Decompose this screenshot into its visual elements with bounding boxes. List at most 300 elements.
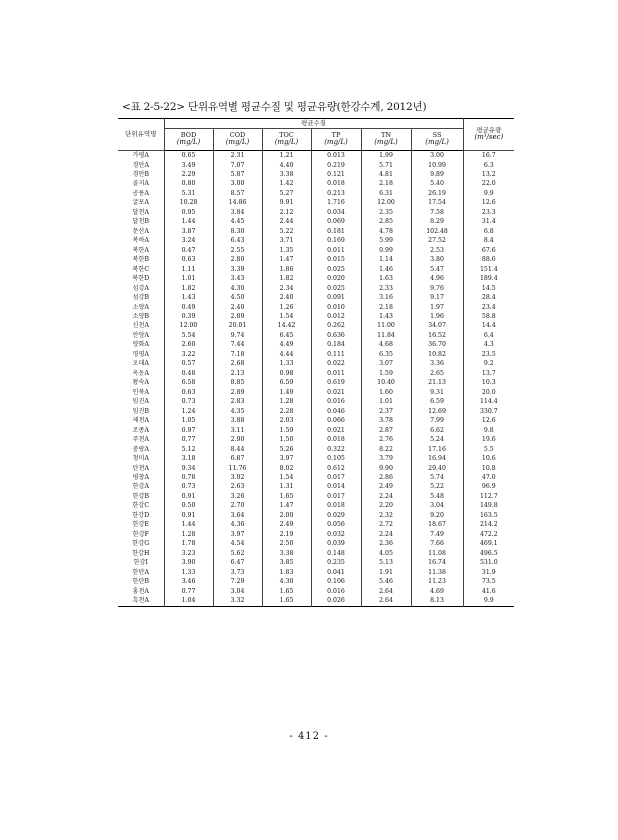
value-cell: 2.28 [262,407,311,416]
value-cell: 0.034 [311,208,361,217]
value-cell: 3.64 [213,511,262,520]
value-cell: 2.50 [262,539,311,548]
value-cell: 496.5 [463,549,514,558]
value-cell: 73.5 [463,577,514,586]
value-cell: 4.05 [361,549,411,558]
value-cell: 6.3 [463,160,514,169]
column-header [411,129,463,151]
table-row [118,473,514,482]
value-cell: 19.6 [463,435,514,444]
table-row [118,511,514,520]
value-cell: 0.018 [311,179,361,188]
value-cell: 1.26 [262,303,311,312]
value-cell: 0.80 [164,179,213,188]
value-cell: 2.68 [213,359,262,368]
table-row [118,284,514,293]
value-cell: 0.322 [311,445,361,454]
table-row [118,596,514,606]
basin-name-cell: 한탄B [132,578,149,586]
basin-name-cell: 골지A [132,180,149,188]
value-cell: 469.1 [463,539,514,548]
value-cell: 1.59 [262,426,311,435]
value-cell: 3.18 [164,454,213,463]
value-cell: 6.31 [361,189,411,198]
value-cell: 1.42 [262,179,311,188]
table-row [118,208,514,217]
value-cell: 1.54 [262,473,311,482]
value-cell: 0.022 [311,359,361,368]
value-cell: 0.77 [164,435,213,444]
table-row [118,359,514,368]
value-cell: 0.73 [164,397,213,406]
value-cell: 2.85 [361,217,411,226]
table-row [118,179,514,188]
value-cell: 4.44 [262,350,311,359]
value-cell: 8.29 [411,217,463,226]
table-row [118,435,514,444]
value-cell: 1.60 [361,388,411,397]
value-cell: 3.88 [213,416,262,425]
value-cell: 2.90 [213,435,262,444]
quality-group-header: 평균수질 [164,119,463,129]
value-cell: 5.48 [411,492,463,501]
value-cell: 9.34 [164,463,213,472]
column-header [164,129,213,151]
value-cell: 4.81 [361,170,411,179]
value-cell: 1.05 [164,416,213,425]
value-cell: 2.64 [361,596,411,606]
value-cell: 6.47 [213,558,262,567]
value-cell: 0.262 [311,321,361,330]
value-cell: 0.017 [311,492,361,501]
basin-name-cell: 한강D [132,511,150,519]
value-cell: 3.79 [361,454,411,463]
value-cell: 0.181 [311,227,361,236]
value-cell: 6.4 [463,331,514,340]
table-row [118,246,514,255]
column-header [213,129,262,151]
value-cell: 3.00 [411,151,463,161]
value-cell: 5.27 [262,189,311,198]
value-cell: 20.01 [213,321,262,330]
value-cell: 0.021 [311,426,361,435]
column-header-unit: (mg/L) [374,138,398,147]
value-cell: 0.121 [311,170,361,179]
value-cell: 6.62 [411,426,463,435]
value-cell: 3.43 [213,274,262,283]
table-row [118,463,514,472]
basin-name-cell: 복하A [132,237,149,245]
value-cell: 0.066 [311,416,361,425]
value-cell: 3.22 [164,350,213,359]
value-cell: 472.2 [463,530,514,539]
value-cell: 6.59 [411,397,463,406]
basin-name-cell: 북한B [132,256,149,264]
value-cell: 0.069 [311,217,361,226]
value-cell: 7.44 [213,340,262,349]
value-cell: 5.26 [262,445,311,454]
value-cell: 8.02 [262,463,311,472]
value-cell: 41.6 [463,587,514,596]
basin-name-cell: 달천B [132,218,149,226]
value-cell: 1.82 [164,284,213,293]
table-row [118,520,514,529]
column-header-unit: (mg/L) [225,138,250,147]
value-cell: 5.22 [262,227,311,236]
value-cell: 9.9 [463,596,514,606]
value-cell: 3.80 [411,255,463,264]
value-cell: 0.010 [311,303,361,312]
value-cell: 1.28 [262,397,311,406]
basin-name-cell: 경안A [132,161,149,169]
value-cell: 96.9 [463,482,514,491]
basin-name-cell: 한강F [132,530,149,538]
value-cell: 1.96 [411,312,463,321]
value-cell: 2.76 [361,435,411,444]
row-header: 단위유역명 [118,119,164,151]
value-cell: 7.58 [411,208,463,217]
value-cell: 0.49 [164,303,213,312]
value-cell: 3.78 [361,416,411,425]
table-row [118,416,514,425]
value-cell: 8.57 [213,189,262,198]
table-row [118,397,514,406]
value-cell: 3.23 [164,549,213,558]
table-row [118,274,514,283]
basin-name-cell: 달천A [132,208,149,216]
basin-name-cell: 안양A [132,331,149,339]
value-cell: 3.71 [262,236,311,245]
value-cell: 14.86 [213,198,262,207]
table-row [118,340,514,349]
value-cell: 3.39 [213,265,262,274]
value-cell: 0.47 [164,246,213,255]
value-cell: 0.91 [164,511,213,520]
value-cell: 14.4 [463,321,514,330]
value-cell: 3.04 [411,501,463,510]
value-cell: 23.3 [463,208,514,217]
table-row [118,492,514,501]
value-cell: 5.24 [411,435,463,444]
value-cell: 7.99 [411,416,463,425]
value-cell: 31.9 [463,568,514,577]
table-row [118,331,514,340]
value-cell: 1.59 [361,369,411,378]
value-cell: 189.4 [463,274,514,283]
value-cell: 3.26 [213,492,262,501]
flow-header-label: 평균유량 [476,126,502,135]
table-caption: <표 2-5-22> 단위유역별 평균수질 및 평균유량(한강수계, 2012년) [122,101,427,113]
value-cell: 3.87 [164,227,213,236]
value-cell: 2.64 [361,587,411,596]
table-row [118,312,514,321]
value-cell: 6.35 [361,350,411,359]
value-cell: 1.49 [262,388,311,397]
value-cell: 9.89 [411,170,463,179]
value-cell: 0.219 [311,160,361,169]
column-header-name: BOD [180,131,197,140]
value-cell: 9.20 [411,511,463,520]
value-cell: 1.33 [262,359,311,368]
value-cell: 5.46 [361,577,411,586]
value-cell: 2.19 [262,530,311,539]
value-cell: 9.2 [463,359,514,368]
basin-name-cell: 임진B [132,407,149,415]
value-cell: 23.4 [463,303,514,312]
value-cell: 0.105 [311,454,361,463]
basin-name-cell: 평창A [132,473,149,481]
value-cell: 2.89 [213,388,262,397]
basin-name-cell: 한강C [132,502,150,510]
basin-name-cell: 청미A [132,455,149,463]
value-cell: 2.70 [213,501,262,510]
value-cell: 2.35 [361,208,411,217]
basin-name-cell: 제천A [132,417,149,425]
table-row [118,293,514,302]
value-cell: 0.013 [311,151,361,161]
value-cell: 22.0 [463,179,514,188]
value-cell: 14.42 [262,321,311,330]
value-cell: 7.66 [411,539,463,548]
value-cell: 3.49 [164,160,213,169]
value-cell: 0.032 [311,530,361,539]
value-cell: 8.85 [213,378,262,387]
value-cell: 4.54 [213,539,262,548]
value-cell: 2.53 [411,246,463,255]
value-cell: 11.84 [361,331,411,340]
value-cell: 7.29 [213,577,262,586]
value-cell: 2.87 [361,426,411,435]
table-row [118,549,514,558]
table-row [118,265,514,274]
value-cell: 2.18 [361,303,411,312]
value-cell: 0.025 [311,284,361,293]
value-cell: 1.46 [361,265,411,274]
flow-header [463,119,514,151]
table-row [118,170,514,179]
value-cell: 0.636 [311,331,361,340]
value-cell: 2.12 [262,208,311,217]
value-cell: 2.32 [361,511,411,520]
basin-name-cell: 중랑A [132,445,149,453]
value-cell: 1.50 [262,435,311,444]
value-cell: 1.97 [411,303,463,312]
value-cell: 0.018 [311,435,361,444]
value-cell: 4.49 [262,340,311,349]
value-cell: 3.32 [213,596,262,606]
value-cell: 5.71 [361,160,411,169]
basin-name-cell: 북한C [132,265,150,273]
value-cell: 16.52 [411,331,463,340]
basin-name-cell: 옥동A [132,369,149,377]
basin-name-cell: 홍천A [132,587,149,595]
value-cell: 3.85 [262,558,311,567]
basin-name-cell: 북한D [132,275,150,283]
column-header-unit: (mg/L) [176,138,201,147]
value-cell: 28.4 [463,293,514,302]
value-cell: 0.78 [164,473,213,482]
value-cell: 10.8 [463,463,514,472]
value-cell: 0.235 [311,558,361,567]
value-cell: 0.77 [164,587,213,596]
value-cell: 29.40 [411,463,463,472]
value-cell: 2.83 [213,397,262,406]
value-cell: 2.72 [361,520,411,529]
table-row [118,350,514,359]
value-cell: 0.39 [164,312,213,321]
table-row [118,198,514,207]
value-cell: 2.49 [361,482,411,491]
value-cell: 163.5 [463,511,514,520]
value-cell: 4.30 [213,284,262,293]
value-cell: 6.43 [213,236,262,245]
value-cell: 10.40 [361,378,411,387]
value-cell: 0.111 [311,350,361,359]
table-row [118,577,514,586]
value-cell: 1.99 [361,151,411,161]
value-cell: 4.45 [213,217,262,226]
value-cell: 1.28 [164,530,213,539]
table-row [118,151,514,161]
column-header-unit: (mg/L) [274,138,299,147]
basin-name-cell: 왕숙A [132,379,149,387]
value-cell: 58.8 [463,312,514,321]
value-cell: 0.091 [311,293,361,302]
value-cell: 36.70 [411,340,463,349]
value-cell: 4.96 [411,274,463,283]
value-cell: 1.716 [311,198,361,207]
value-cell: 9.8 [463,426,514,435]
table-row [118,227,514,236]
basin-name-cell: 경안B [132,170,149,178]
value-cell: 27.52 [411,236,463,245]
basin-name-cell: 한강G [132,540,150,548]
column-header-unit: (mg/L) [425,138,449,147]
value-cell: 12.00 [164,321,213,330]
value-cell: 0.50 [164,501,213,510]
value-cell: 0.015 [311,255,361,264]
value-cell: 0.95 [164,208,213,217]
value-cell: 0.056 [311,520,361,529]
basin-name-cell: 영평A [132,350,149,358]
value-cell: 9.74 [213,331,262,340]
value-cell: 9.17 [411,293,463,302]
value-cell: 531.0 [463,558,514,567]
value-cell: 1.33 [164,568,213,577]
value-cell: 1.47 [262,501,311,510]
value-cell: 2.36 [361,539,411,548]
table-row [118,445,514,454]
value-cell: 1.21 [262,151,311,161]
basin-name-cell: 북한A [132,246,149,254]
value-cell: 7.49 [411,530,463,539]
value-cell: 2.34 [262,284,311,293]
basin-name-cell: 흑천A [132,597,149,605]
basin-name-cell: 굴포A [132,199,149,207]
value-cell: 0.48 [164,369,213,378]
value-cell: 2.20 [361,501,411,510]
value-cell: 0.011 [311,369,361,378]
value-cell: 12.69 [411,407,463,416]
value-cell: 10.3 [463,378,514,387]
value-cell: 4.50 [213,293,262,302]
value-cell: 0.016 [311,397,361,406]
value-cell: 1.43 [164,293,213,302]
value-cell: 10.28 [164,198,213,207]
value-cell: 0.57 [164,359,213,368]
value-cell: 0.018 [311,501,361,510]
basin-name-cell: 신천A [132,322,149,330]
value-cell: 0.106 [311,577,361,586]
value-cell: 0.99 [361,246,411,255]
basin-name-cell: 오대A [132,360,149,368]
basin-name-cell: 한강B [132,492,149,500]
value-cell: 9.76 [411,284,463,293]
value-cell: 7.18 [213,350,262,359]
value-cell: 1.14 [361,255,411,264]
basin-name-cell: 주천A [132,436,149,444]
table-row [118,369,514,378]
value-cell: 1.86 [262,265,311,274]
table-row [118,321,514,330]
value-cell: 3.46 [164,577,213,586]
value-cell: 3.38 [262,549,311,558]
value-cell: 1.91 [361,568,411,577]
value-cell: 1.63 [361,274,411,283]
value-cell: 0.169 [311,236,361,245]
value-cell: 2.29 [164,170,213,179]
value-cell: 17.54 [411,198,463,207]
value-cell: 5.54 [164,331,213,340]
value-cell: 16.94 [411,454,463,463]
value-cell: 12.6 [463,198,514,207]
value-cell: 2.60 [164,340,213,349]
column-header [311,129,361,151]
value-cell: 4.36 [213,520,262,529]
column-header-name: TOC [279,131,294,140]
value-cell: 5.40 [411,179,463,188]
table-row [118,426,514,435]
basin-name-cell: 가평A [132,152,149,160]
column-header-name: TN [380,131,392,140]
value-cell: 1.44 [164,520,213,529]
flow-header-unit: (m³/sec) [474,133,504,142]
value-cell: 16.74 [411,558,463,567]
value-cell: 8.30 [213,227,262,236]
value-cell: 0.012 [311,312,361,321]
basin-name-cell: 한탄A [132,568,149,576]
value-cell: 5.99 [361,236,411,245]
value-cell: 2.40 [213,303,262,312]
table-row [118,189,514,198]
page-number: - 412 - [289,731,329,742]
value-cell: 8.44 [213,445,262,454]
basin-name-cell: 양화A [132,341,149,349]
value-cell: 3.36 [411,359,463,368]
basin-name-cell: 한강H [132,549,150,557]
column-header [361,129,411,151]
value-cell: 1.54 [262,312,311,321]
column-header-unit: (mg/L) [324,138,348,147]
value-cell: 6.87 [213,454,262,463]
value-cell: 2.40 [262,293,311,302]
value-cell: 10.82 [411,350,463,359]
table-row [118,407,514,416]
table-row [118,482,514,491]
table-row [118,160,514,169]
value-cell: 4.78 [361,227,411,236]
value-cell: 12.00 [361,198,411,207]
